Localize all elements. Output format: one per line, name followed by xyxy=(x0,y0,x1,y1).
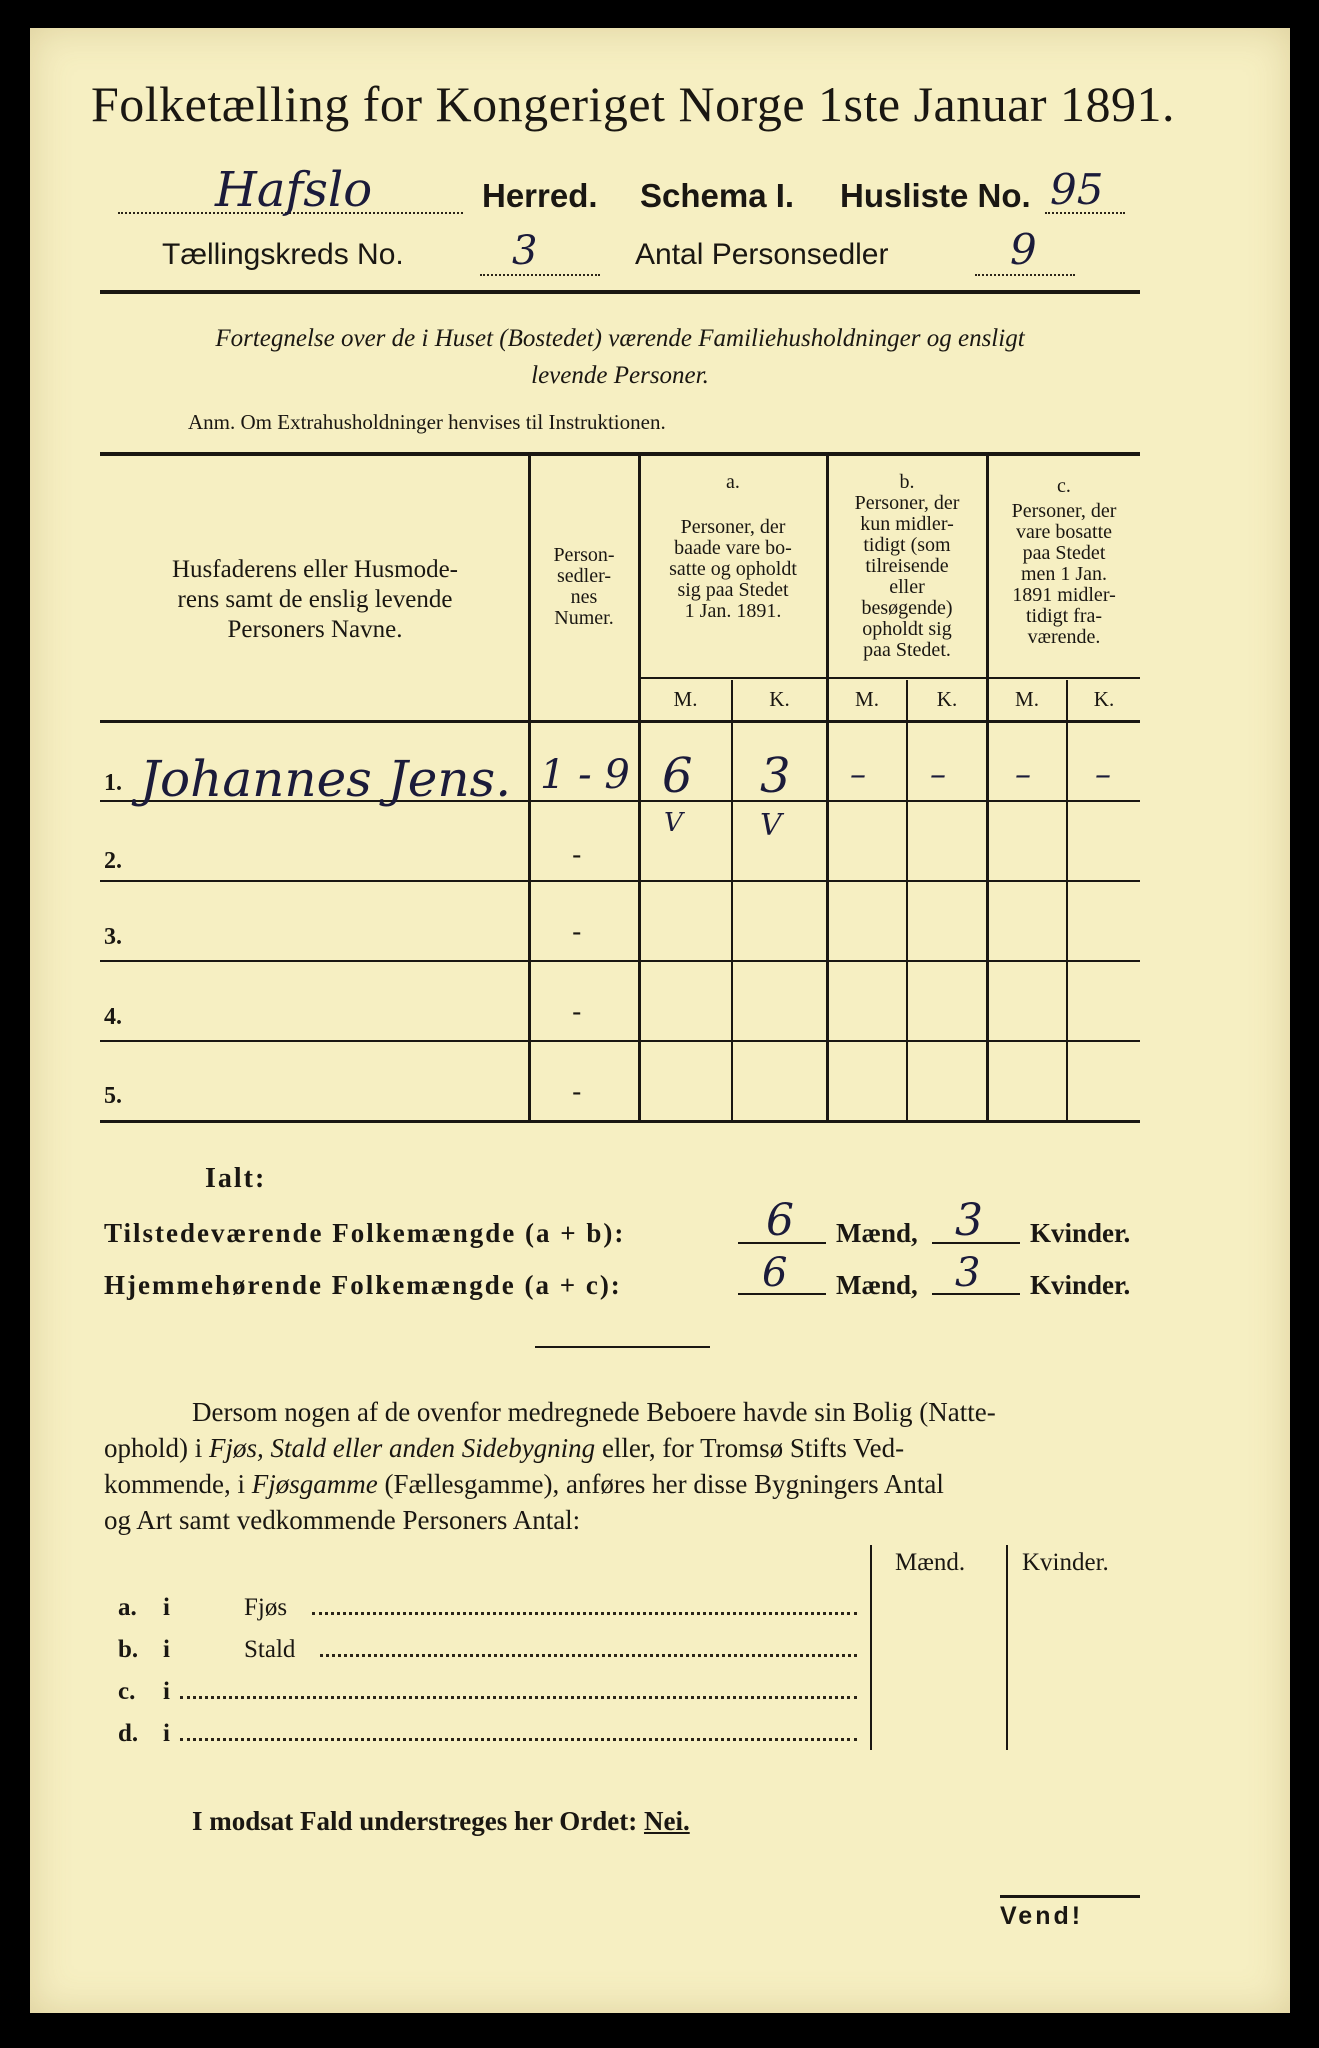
header-rule xyxy=(100,290,1140,294)
hjemme-label: Hjemmehørende Folkemængde (a + c): xyxy=(104,1270,622,1300)
schema-label: Schema I. xyxy=(640,177,795,214)
row-2-numer: - xyxy=(572,838,582,871)
bolig-item-b-fill xyxy=(320,1654,857,1657)
ialt-label: Ialt: xyxy=(205,1163,267,1194)
row-1-a-m-check: V xyxy=(664,808,683,838)
intro-line2: levende Personer. xyxy=(531,362,709,389)
col-num-4: Numer. xyxy=(554,607,614,629)
husliste-label: Husliste No. xyxy=(840,177,1031,214)
col-a-2: baade vare bo- xyxy=(674,537,792,559)
modsat-nei: Nei. xyxy=(643,1806,690,1836)
row-1-b-m: – xyxy=(850,755,866,793)
col-names-line1: Husfaderens eller Husmode- xyxy=(171,556,458,583)
col-b-2: kun midler- xyxy=(860,513,954,535)
mk-rule xyxy=(640,677,1140,679)
modsat-text xyxy=(192,1804,690,1839)
col-b-4: tilreisende xyxy=(865,555,949,577)
col-a-3: satte og opholdt xyxy=(669,558,797,580)
herred-label: Herred. xyxy=(482,177,598,214)
col-a-4: sig paa Stedet xyxy=(677,579,789,601)
modsat-label: I modsat Fald understreges her Ordet: xyxy=(192,1806,638,1836)
intro-line1: Fortegnelse over de i Huset (Bostedet) værende Familiehusholdninger og ensligt xyxy=(215,325,1025,352)
antal-value: 9 xyxy=(1010,225,1037,274)
bolig-line3b: Fjøsgamme xyxy=(251,1469,378,1499)
bolig-line4: og Art samt vedkommende Personers Antal: xyxy=(104,1505,581,1535)
row-5-numer: - xyxy=(572,1075,582,1108)
col-num-3: nes xyxy=(570,586,598,608)
row-rule-3 xyxy=(100,960,1140,962)
col-c-4: men 1 Jan. xyxy=(1020,563,1108,585)
col-b-7: opholdt sig xyxy=(862,618,952,640)
tilstede-kvinder: 3 xyxy=(955,1195,983,1246)
footer-rule xyxy=(1000,1895,1140,1898)
a-m-label: M. xyxy=(673,687,698,711)
hjemme-kvinder-label: Kvinder. xyxy=(1030,1270,1131,1300)
b-k-label: K. xyxy=(936,687,958,711)
herred-value: Hafslo xyxy=(215,162,373,218)
col-c-2: vare bosatte xyxy=(1015,521,1113,543)
row-1-name: Johannes Jens. xyxy=(140,750,512,808)
row-4-num: 4. xyxy=(104,1004,122,1030)
col-c-head xyxy=(988,476,1140,648)
col-b-head xyxy=(828,472,986,661)
col-a-1: Personer, der xyxy=(680,516,786,538)
bolig-col-divider-2 xyxy=(1006,1545,1008,1750)
bolig-item-d-letter: d. xyxy=(118,1720,139,1747)
row-1-num: 1. xyxy=(104,770,122,796)
bolig-item-b-letter: b. xyxy=(118,1636,139,1663)
form-title: Folketælling for Kongeriget Norge 1ste Januar 1891. xyxy=(90,76,1176,132)
col-c-3: paa Stedet xyxy=(1022,542,1106,564)
col-a-head xyxy=(640,472,826,622)
row-3-numer: - xyxy=(572,915,582,948)
bolig-item-a-letter: a. xyxy=(118,1594,137,1621)
row-3-num: 3. xyxy=(104,924,122,950)
col-numer-head xyxy=(530,545,638,629)
section-divider xyxy=(535,1346,710,1348)
table-top-rule xyxy=(100,452,1140,456)
hjemme-maend-label: Mænd, xyxy=(836,1270,918,1300)
bolig-item-c-fill xyxy=(180,1696,857,1699)
kreds-value: 3 xyxy=(512,228,538,274)
bolig-item-c-i: i xyxy=(163,1678,170,1705)
col-b-1: Personer, der xyxy=(854,492,960,514)
col-c-6: tidigt fra- xyxy=(1025,605,1103,627)
col-b-letter: b. xyxy=(899,471,915,493)
a-k-label: K. xyxy=(769,687,790,711)
col-names-head xyxy=(105,555,525,645)
row-4-numer: - xyxy=(572,995,582,1028)
col-num-1: Person- xyxy=(553,544,615,566)
row-5-num: 5. xyxy=(104,1083,122,1109)
tilstede-maend-label: Mænd, xyxy=(836,1218,918,1248)
row-1-a-k: 3 xyxy=(760,748,791,804)
tilstede-kvinder-label: Kvinder. xyxy=(1030,1218,1131,1248)
col-b-6: besøgende) xyxy=(861,597,953,619)
vend-label: Vend! xyxy=(1000,1902,1084,1930)
tilstede-maend: 6 xyxy=(766,1195,794,1246)
col-sub-b xyxy=(906,680,908,1120)
table-bottom-rule xyxy=(100,1120,1140,1123)
bolig-maend-head: Mænd. xyxy=(895,1549,966,1576)
bolig-item-a-i: i xyxy=(163,1594,170,1621)
bolig-line2b: Fjøs, Stald eller anden Sidebygning xyxy=(209,1433,596,1463)
bolig-item-a-text: Fjøs xyxy=(244,1594,288,1621)
col-b-8: paa Stedet. xyxy=(863,639,951,661)
col-a-5: 1 Jan. 1891. xyxy=(684,600,782,622)
bolig-line3a: kommende, i xyxy=(104,1469,252,1499)
row-1-c-k: – xyxy=(1095,755,1111,793)
col-num-2: sedler- xyxy=(556,565,611,587)
kreds-label: Tællingskreds No. xyxy=(162,238,404,271)
bolig-item-c-letter: c. xyxy=(118,1678,136,1705)
col-names-line2: rens samt de enslig levende xyxy=(177,586,453,613)
bolig-item-a-fill xyxy=(312,1612,857,1615)
bolig-line2c: eller, for Tromsø Stifts Ved- xyxy=(595,1433,905,1463)
row-1-a-m: 6 xyxy=(662,748,693,804)
hjemme-kvinder: 3 xyxy=(955,1250,981,1296)
row-2-num: 2. xyxy=(104,848,122,874)
bolig-line3 xyxy=(104,1467,944,1502)
bolig-item-d-i: i xyxy=(163,1720,170,1747)
anm-note: Anm. Om Extrahusholdninger henvises til Instruktionen. xyxy=(188,410,666,434)
antal-label: Antal Personsedler xyxy=(635,238,889,271)
row-1-c-m: – xyxy=(1015,755,1031,793)
col-sub-a xyxy=(731,680,733,1120)
row-rule-4 xyxy=(100,1040,1140,1042)
bolig-item-d-fill xyxy=(180,1738,857,1741)
row-1-a-k-check: V xyxy=(760,808,782,843)
col-b-3: tidigt (som xyxy=(863,534,951,556)
col-c-7: værende. xyxy=(1027,626,1101,648)
bolig-line2 xyxy=(104,1431,904,1466)
bolig-line3c: (Fællesgamme), anføres her disse Bygningers Antal xyxy=(377,1469,944,1499)
row-rule-2 xyxy=(100,880,1140,882)
col-a-letter: a. xyxy=(726,471,740,493)
bolig-item-b-i: i xyxy=(163,1636,170,1663)
bolig-item-b-text: Stald xyxy=(244,1636,296,1663)
col-sub-c xyxy=(1066,680,1068,1120)
row-1-numer: 1 - 9 xyxy=(540,752,630,798)
tilstede-label: Tilstedeværende Folkemængde (a + b): xyxy=(104,1218,626,1248)
kreds-fill xyxy=(480,242,600,276)
col-c-1: Personer, der xyxy=(1011,500,1117,522)
bolig-line1: Dersom nogen af de ovenfor medregnede Beboere havde sin Bolig (Natte- xyxy=(192,1397,996,1427)
bolig-col-divider-1 xyxy=(870,1545,872,1750)
col-b-5: eller xyxy=(889,576,925,598)
col-names-line3: Personers Navne. xyxy=(227,616,403,643)
col-c-letter: c. xyxy=(1057,475,1071,497)
table-head-rule xyxy=(100,720,1140,723)
b-m-label: M. xyxy=(855,687,879,711)
hjemme-maend: 6 xyxy=(762,1250,788,1296)
c-m-label: M. xyxy=(1015,687,1039,711)
col-c-5: 1891 midler- xyxy=(1012,584,1116,606)
row-1-b-k: – xyxy=(930,755,946,793)
bolig-line2a: ophold) i xyxy=(104,1433,209,1463)
bolig-kvinder-head: Kvinder. xyxy=(1022,1549,1109,1576)
c-k-label: K. xyxy=(1093,687,1115,711)
husliste-value: 95 xyxy=(1050,165,1104,214)
